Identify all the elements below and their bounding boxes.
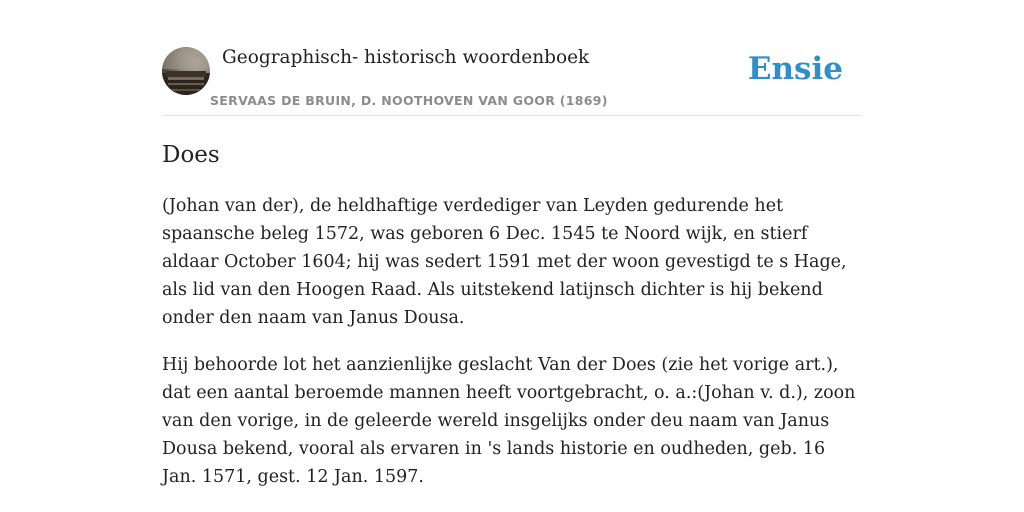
ensie-logo[interactable]: Ensie (747, 51, 843, 87)
book-cover-image (162, 47, 210, 95)
entry-paragraph: (Johan van der), de heldhaftige verdediger van Leyden gedurende het spaansche beleg 1572, was geboren 6 Dec. 1545 te Noord wijk, en stierf aldaar October 1604; hij was sedert 1591 met der woon gevestigd te s Hage, als lid van den Hoogen Raad. Als uitstekend latijnsch dichter is hij bekend onder den naam van Janus Dousa. (162, 196, 847, 328)
entry-article (162, 140, 862, 491)
entry-title: Does (162, 142, 220, 168)
book-header (162, 0, 862, 116)
entry-paragraph: Hij behoorde lot het aanzienlijke geslacht Van der Does (zie het vorige art.), dat een aantal beroemde mannen heeft voortgebracht, o. a.:(Johan v. d.), zoon van den vorige, in de geleerde wereld insgelijks onder deu naam van Janus Dousa bekend, vooral als ervaren in 's lands historie en oudheden, geb. 16 Jan. 1571, gest. 12 Jan. 1597. (162, 355, 856, 487)
book-title[interactable]: Geographisch- historisch woordenboek (222, 47, 590, 68)
book-author: SERVAAS DE BRUIN, D. NOOTHOVEN VAN GOOR (1869) (210, 93, 608, 108)
book-cover-avatar[interactable] (162, 47, 210, 95)
